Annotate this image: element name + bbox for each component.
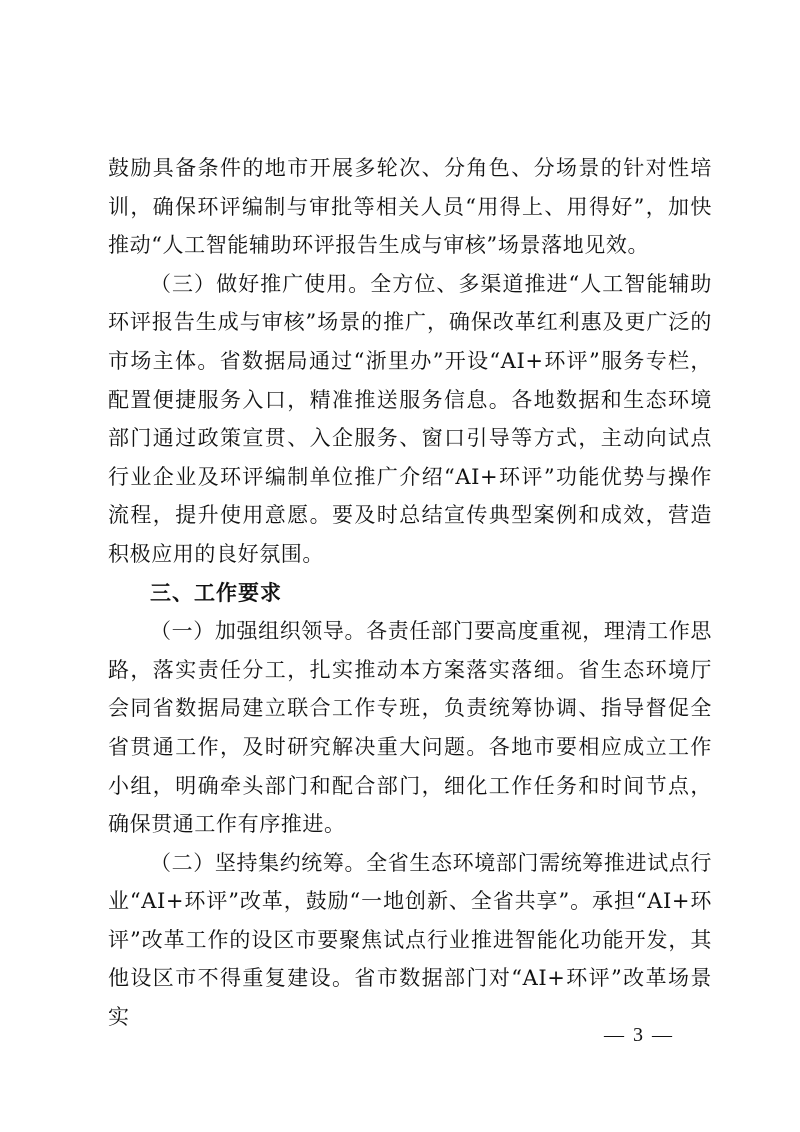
page-number: — 3 — [604, 1024, 674, 1046]
section-heading-work-requirements: 三、工作要求 [150, 580, 282, 605]
paragraph-promotion: （三）做好推广使用。全方位、多渠道推进“人工智能辅助环评报告生成与审核”场景的推广，确保改革红利惠及更广泛的市场主体。省数据局通过“浙里办”开设“AI+环评”服务专栏，配置便捷服务入口，精准推送服务信息。各地数据和生态环境部门通过政策宣贯、入企服务、窗口引导等方式，主动向试点行业企业及环评编制单位推广介绍“AI+环评”功能优势与操作流程，提升使用意愿。要及时总结宣传典型案例和成效，营造积极应用的良好氛围。 [108, 271, 712, 566]
paragraph-organization-leadership: （一）加强组织领导。各责任部门要高度重视，理清工作思路，落实责任分工，扎实推动本方案落实落细。省生态环境厅会同省数据局建立联合工作专班，负责统筹协调、指导督促全省贯通工作，及时研究解决重大问题。各地市要相应成立工作小组，明确牵头部门和配合部门，细化工作任务和时间节点，确保贯通工作有序推进。 [108, 619, 712, 837]
paragraph-training-continuation: 鼓励具备条件的地市开展多轮次、分角色、分场景的针对性培训，确保环评编制与审批等相关人员“用得上、用得好”，加快推动“人工智能辅助环评报告生成与审核”场景落地见效。 [108, 156, 712, 258]
paragraph-coordination: （二）坚持集约统筹。全省生态环境部门需统筹推进试点行业“AI+环评”改革，鼓励“一地创新、全省共享”。承担“AI+环评”改革工作的设区市要聚焦试点行业推进智能化功能开发，其他设区市不得重复建设。省市数据部门对“AI+环评”改革场景实 [108, 850, 712, 1030]
document-body [108, 149, 712, 1037]
